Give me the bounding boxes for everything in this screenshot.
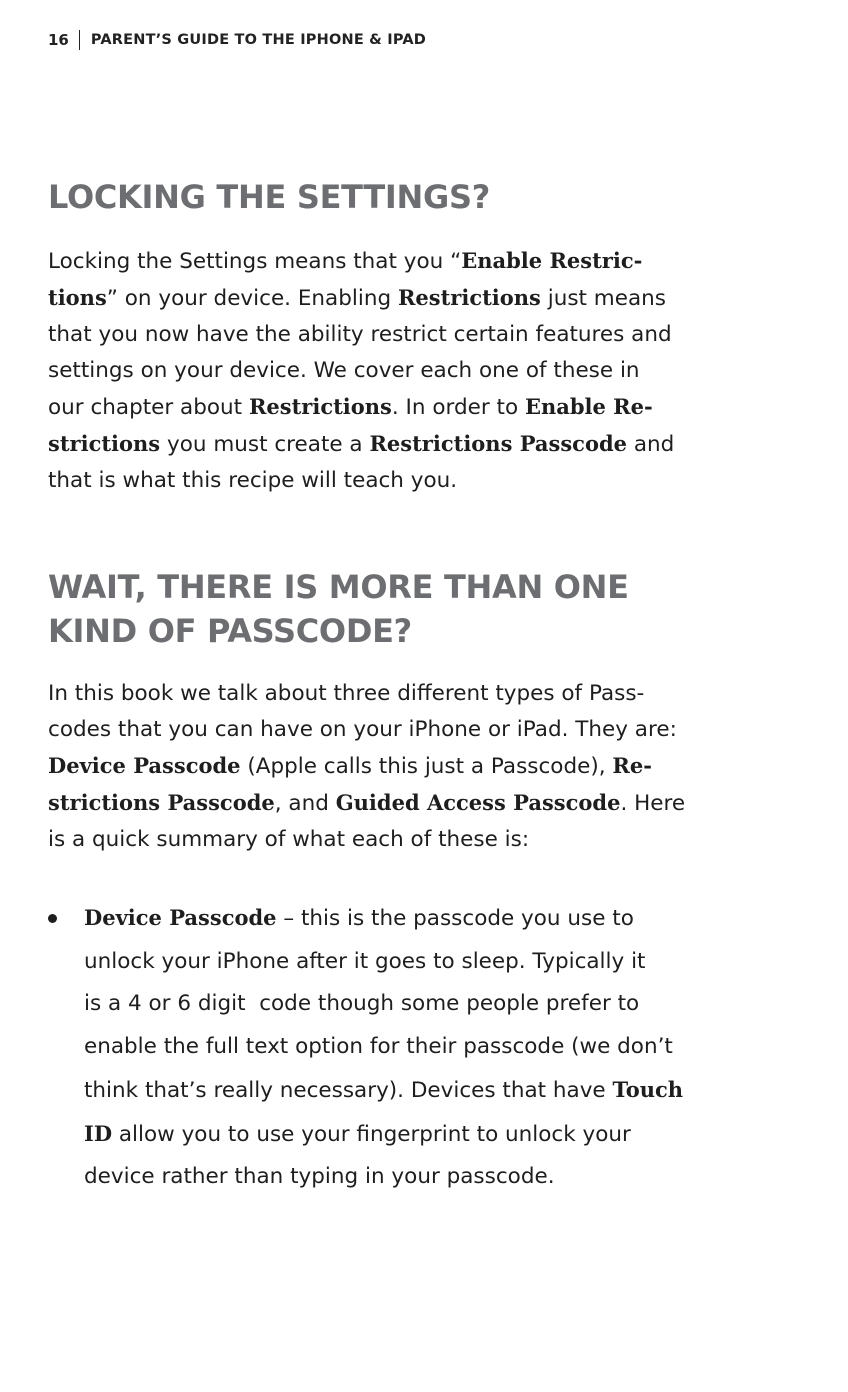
page-number: 16 [48,31,69,49]
text-run: just means [540,286,666,311]
bold-term: strictions Passcode [48,790,275,815]
text-run: device rather than typing in your passcode. [84,1164,555,1190]
bullet-icon [48,914,57,923]
text-run: . Here [620,791,686,816]
text-run: is a quick summary of what each of these is: [48,827,530,852]
text-run: (Apple calls this just a Passcode), [240,754,613,779]
text-run: ” on your device. Enabling [106,286,398,311]
bold-term: tions [48,285,107,310]
bold-term: Device Passcode [84,905,277,930]
text-run: settings on your device. We cover each one of these in [48,358,640,383]
section-paragraph-locking-settings [48,243,674,499]
text-run: enable the full text option for their passcode (we don’t [84,1034,673,1060]
bold-term: Restrictions Passcode [369,431,628,456]
text-run: allow you to use your fingerprint to unlock your [112,1121,631,1147]
text-run: that is what this recipe will teach you. [48,468,458,493]
list-item-text [84,897,683,1199]
text-run: In this book we talk about three different types of Pass- [48,681,645,706]
bold-term: Restrictions [248,394,392,419]
text-run: our chapter about [48,395,249,420]
section-heading-passcode-types [48,565,629,653]
text-run: think that’s really necessary). Devices that have [84,1077,613,1103]
text-run: Locking the Settings means that you “ [48,249,462,274]
text-run: unlock your iPhone after it goes to sleep. Typically it [84,948,646,974]
bold-term: Touch [612,1076,684,1102]
text-run: – this is the passcode you use to [276,906,634,931]
section-heading-locking-settings: LOCKING THE SETTINGS? [48,178,490,216]
header-divider [79,30,80,50]
section-paragraph-passcode-types [48,676,685,858]
text-run: you must create a [160,432,370,457]
text-run: is a 4 or 6 digit code though some people prefer to [84,991,640,1017]
bold-term: Device Passcode [48,753,241,778]
heading-line: WAIT, THERE IS MORE THAN ONE [48,568,629,606]
bold-term: Re- [612,753,652,778]
text-run: , and [274,791,336,816]
text-run: codes that you can have on your iPhone or iPad. They are: [48,717,677,742]
bold-term: Enable Restric- [461,248,643,273]
bold-term: Guided Access Passcode [335,790,621,815]
bold-term: Enable Re- [524,394,653,419]
book-title: PARENT’S GUIDE TO THE IPHONE & IPAD [90,32,427,48]
heading-line: KIND OF PASSCODE? [48,612,412,650]
bold-term: ID [84,1120,113,1146]
running-header [48,29,426,51]
text-run: and [627,432,675,457]
text-run: . In order to [391,395,525,420]
bold-term: strictions [48,431,161,456]
bold-term: Restrictions [397,285,541,310]
text-run: that you now have the ability restrict certain features and [48,322,672,347]
